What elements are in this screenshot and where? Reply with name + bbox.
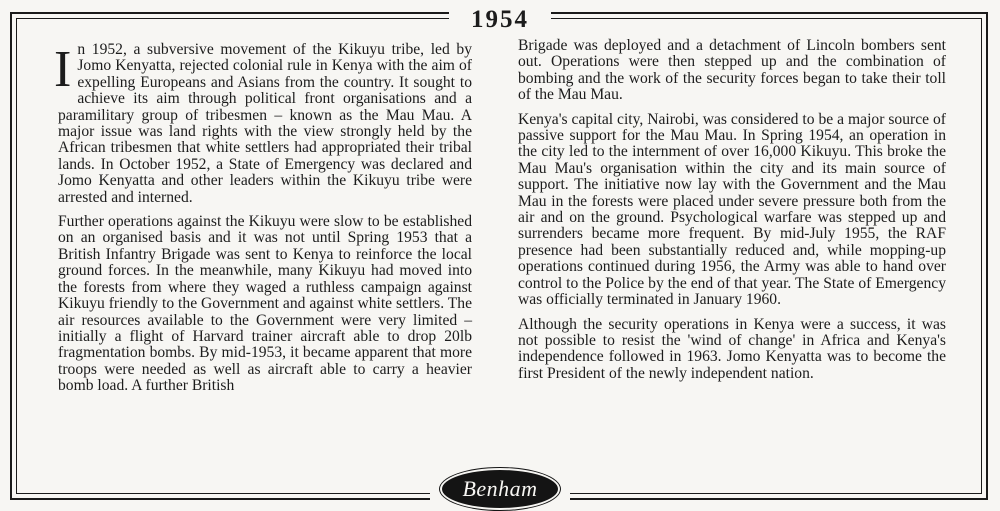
paragraph-text: n 1952, a subversive movement of the Kikuyu tribe, led by Jomo Kenyatta, rejected colonial rule in Kenya with the aim of expelling Europeans and Asians from the country. It sought to achieve its aim through political front organisations and a paramilitary group of tribesmen – known as the Mau Mau. A major issue was land rights with the view strongly held by the African tribesmen that white settlers had appropriated their tribal lands. In October 1952, a State of Emergency was declared and Jomo Kenyatta and other leaders within the Kikuyu tribe were arrested and interned. bbox=[58, 41, 472, 206]
paragraph: Although the security operations in Kenya were a success, it was not possible to resist the 'wind of change' in Africa and Kenya's independence followed in 1963. Jomo Kenyatta was to become the first President of the newly independent nation. bbox=[518, 315, 946, 382]
page-title: 1954 bbox=[449, 2, 551, 38]
paragraph: Brigade was deployed and a detachment of Lincoln bombers sent out. Operations were then stepped up and the combination of bombing and the work of the security forces began to take their toll of the Mau Mau. bbox=[518, 37, 946, 104]
left-column bbox=[54, 41, 472, 403]
paragraph bbox=[54, 41, 472, 206]
paragraph: Further operations against the Kikuyu were slow to be established on an organised basis and it was not until Spring 1953 that a British Infantry Brigade was sent to Kenya to reinforce the local ground forces. In the meanwhile, many Kikuyu had moved into the forests from where they waged a ruthless campaign against Kikuyu friendly to the Government and against white settlers. The air resources available to the Government were very limited – initially a flight of Harvard trainer aircraft able to drop 20lb fragmentation bombs. By mid-1953, it became apparent that more troops were needed as well as aircraft able to carry a heavier bomb load. A further British bbox=[58, 213, 472, 395]
logo-oval bbox=[442, 470, 558, 508]
benham-logo bbox=[430, 467, 570, 511]
logo-text: Benham bbox=[462, 476, 538, 501]
drop-cap: I bbox=[54, 41, 72, 98]
paragraph: Kenya's capital city, Nairobi, was considered to be a major source of passive support for the Mau Mau. In Spring 1954, an operation in the city led to the internment of over 16,000 Kikuyu. This broke the Mau Mau's organisation within the city and its main source of support. The initiative now lay with the Government and the Mau Mau in the forests were placed under severe pressure both from the air and on the ground. Psychological warfare was stepped up and surrenders became more frequent. By mid-July 1955, the RAF presence had been substantially reduced and, while mopping-up operations continued during 1956, the Army was able to hand over control to the Police by the end of that year. The State of Emergency was officially terminated in January 1960. bbox=[518, 110, 946, 309]
right-column bbox=[518, 38, 946, 390]
